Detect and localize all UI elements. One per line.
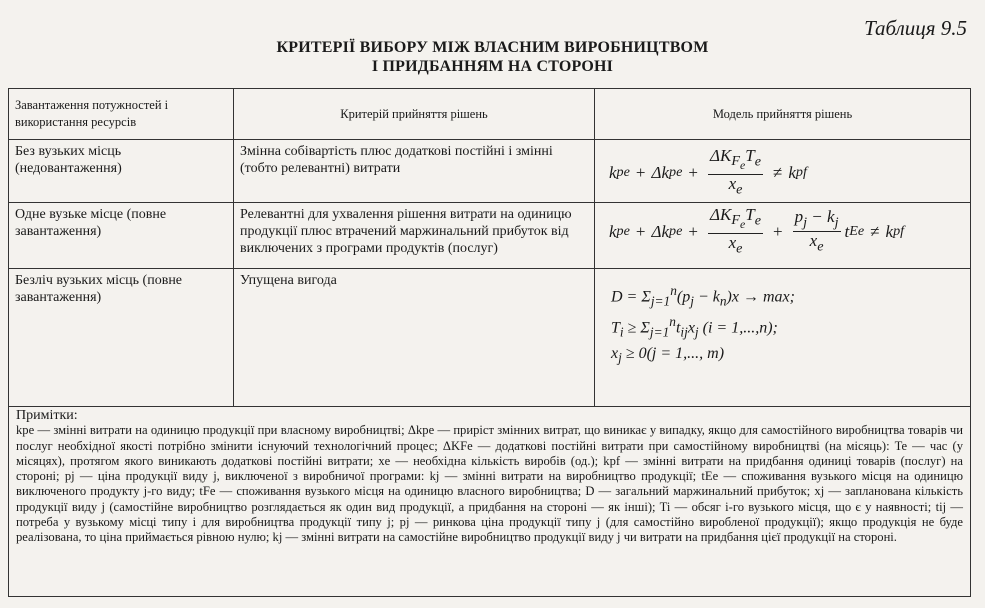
row2-model <box>595 202 971 268</box>
formula-3-constraint-2: $x_j \ge 0(j = 1$,..., m) <box>611 344 725 365</box>
header-row <box>9 89 971 140</box>
formula-1: k pe + Δk pe + $\frac{\Delta K_{F_e}T_e}{x_e}$ ≠ k pf <box>609 146 807 198</box>
notes-section <box>8 405 971 597</box>
notes-text: kpe — змінні витрати на одиницю продукції при власному виробництві; Δkpe — приріст змінних витрат, що виникає у випадку, якщо для самостійного виробництва товарів чи послуг необхідної якості потрібно змінити існуючий технологічний процес; ΔKFe — додаткові постійні витрати при самостійному виробництві (на місяць): Te — час (у місяцях), протягом якого виникають додаткові постійні витрати; xe — необхідна кількість виробів (од.); kpf — змінні витрати на придбання одиниці товарів (послуг) на стороні; pj — ціна продукції виду j, виключеної з виробничої програми: kj — змінні витрати на виробництво продукції; tEe — споживання вузького місця на одиницю виключеного продукту j-го виду; tFe — споживання вузького місця на одиницю власного виробництва; D — загальний маржинальний прибуток; xj — запланована кількість продукції виду j (самостійне виробництво розглядається як один вид продукції, а придбання на стороні — як інші); Ti — обсяг i-го вузького місця, що є у наявності; tij — потреба у вузькому місці типу i для виробництва продукції типу j; pj — ринкова ціна продукції типу j (для самостійно виробленої продукції); якщо продукція не буде реалізована, то ціна приймається рівною нулю; kj — змінні витрати на самостійне виробництво продукції виду j чи витрати на придбання цієї продукції на стороні. <box>16 423 963 545</box>
row2-load: Одне вузьке місце (повне завантаження) <box>9 202 234 268</box>
formula-3-constraint-1: $T_i \ge \Sigma_{j=1}^nt_{ij}x_j$ (i = 1,...,n); <box>611 314 778 340</box>
formula-3-objective: $D = \Sigma_{j=1}^n(p_j - k_n)x \to \max$; <box>611 282 795 309</box>
title-line-1: КРИТЕРІЇ ВИБОРУ МІЖ ВЛАСНИМ ВИРОБНИЦТВОМ <box>276 39 709 56</box>
header-criterion: Критерій прийняття рішень <box>234 89 595 140</box>
table-row <box>9 202 971 268</box>
title-line-2: І ПРИДБАННЯМ НА СТОРОНІ <box>371 58 614 75</box>
row3-model <box>595 268 971 406</box>
table-title <box>0 38 985 76</box>
row3-load: Безліч вузьких місць (повне завантаження) <box>9 268 234 406</box>
criteria-table <box>8 88 971 407</box>
row1-model <box>595 140 971 203</box>
table-row <box>9 268 971 406</box>
header-model: Модель прийняття рішень <box>595 89 971 140</box>
header-load: Завантаження потужностей і використання ресурсів <box>9 89 234 140</box>
row2-criterion: Релевантні для ухвалення рішення витрати на одиницю продукції плюс втрачений маржинальний прибуток від виключених з програми продуктів (послуг) <box>234 202 595 268</box>
formula-2: k pe + Δk pe + $\frac{\Delta K_{F_e}T_e}{x_e}$ + $\frac{p_j - k_j}{x_e}$ t Ee ≠ k pf <box>609 204 905 257</box>
row1-load: Без вузьких місць (недовантаження) <box>9 140 234 203</box>
notes-heading: Примітки: <box>16 408 78 423</box>
table-row <box>9 140 971 203</box>
formula-3 <box>601 272 964 366</box>
row3-criterion: Упущена вигода <box>234 268 595 406</box>
row1-criterion: Змінна собівартість плюс додаткові постійні і змінні (тобто релевантні) витрати <box>234 140 595 203</box>
table-caption: Таблиця 9.5 <box>864 16 967 40</box>
